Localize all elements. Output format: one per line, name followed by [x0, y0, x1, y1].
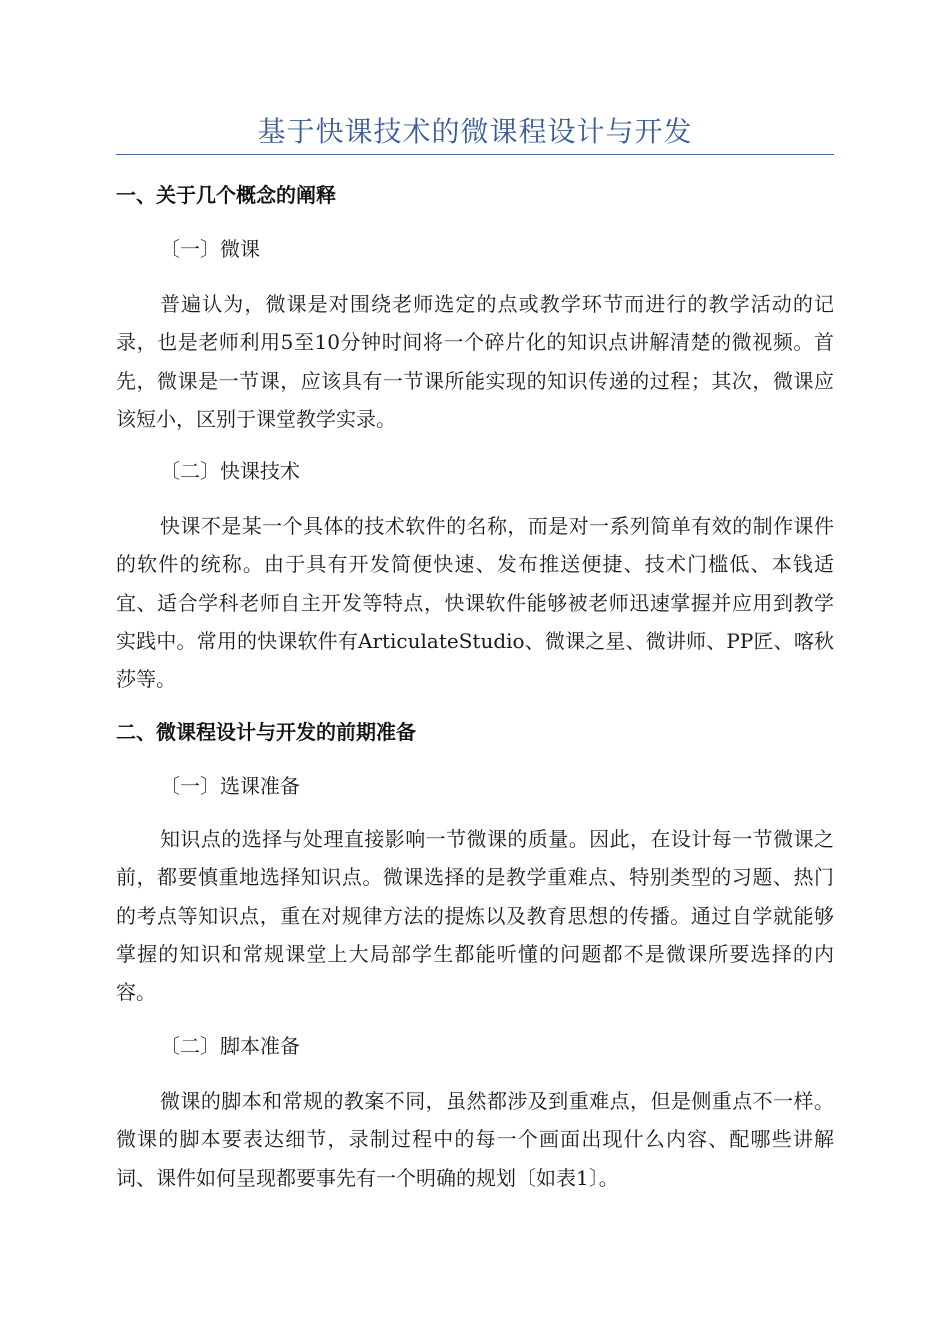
- subsection-heading-2-1: 〔一〕选课准备: [160, 774, 300, 798]
- subsection-heading-2-2: 〔二〕脚本准备: [160, 1034, 300, 1058]
- title-underline: [116, 154, 834, 155]
- paragraph-1-2: 快课不是某一个具体的技术软件的名称，而是对一系列简单有效的制作课件的软件的统称。由于具有开发简便快速、发布推送便捷、技术门槛低、本钱适宜、适合学科老师自主开发等特点，快课软件能够被老师迅速掌握并应用到教学实践中。常用的快课软件有ArticulateStudio、微课之星、微讲师、PP匠、喀秋莎等。: [116, 514, 834, 692]
- paragraph-2-1: 知识点的选择与处理直接影响一节微课的质量。因此，在设计每一节微课之前，都要慎重地选择知识点。微课选择的是教学重难点、特别类型的习题、热门的考点等知识点，重在对规律方法的提炼以及教育思想的传播。通过自学就能够掌握的知识和常规课堂上大局部学生都能听懂的问题都不是微课所要选择的内容。: [116, 827, 834, 1005]
- section-heading-1: 一、关于几个概念的阐释: [116, 183, 336, 207]
- document-title: 基于快课技术的微课程设计与开发: [257, 115, 693, 148]
- section-heading-2: 二、微课程设计与开发的前期准备: [116, 720, 416, 744]
- paragraph-2-2: 微课的脚本和常规的教案不同，虽然都涉及到重难点，但是侧重点不一样。微课的脚本要表达细节，录制过程中的每一个画面出现什么内容、配哪些讲解词、课件如何呈现都要事先有一个明确的规划〔如表1〕。: [116, 1089, 834, 1190]
- subsection-heading-1-1: 〔一〕微课: [160, 237, 260, 261]
- subsection-heading-1-2: 〔二〕快课技术: [160, 459, 300, 483]
- paragraph-1-1: 普遍认为，微课是对围绕老师选定的点或教学环节而进行的教学活动的记录，也是老师利用5至10分钟时间将一个碎片化的知识点讲解清楚的微视频。首先，微课是一节课，应该具有一节课所能实现的知识传递的过程；其次，微课应该短小，区别于课堂教学实录。: [116, 292, 834, 431]
